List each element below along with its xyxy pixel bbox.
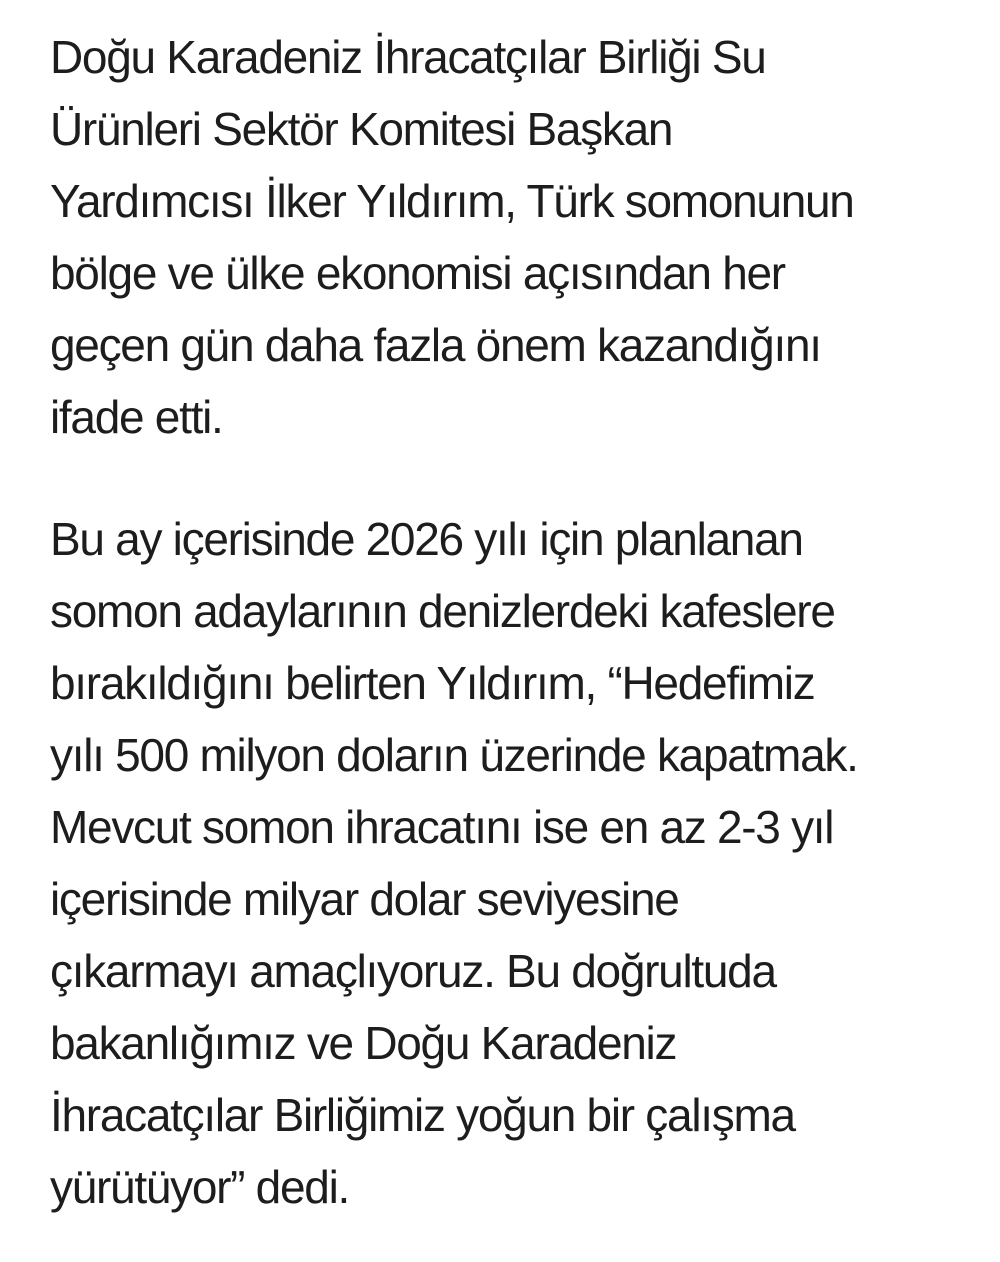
text-line: bakanlığımız ve Doğu Karadeniz bbox=[50, 1017, 677, 1069]
text-line: yürütüyor” dedi. bbox=[50, 1161, 349, 1213]
text-line: Mevcut somon ihracatını ise en az 2-3 yıl bbox=[50, 801, 834, 853]
text-line: çıkarmayı amaçlıyoruz. Bu doğrultuda bbox=[50, 945, 776, 997]
text-line: ifade etti. bbox=[50, 391, 223, 443]
text-line: bölge ve ülke ekonomisi açısından her bbox=[50, 247, 785, 299]
text-line: İhracatçılar Birliğimiz yoğun bir çalışma bbox=[50, 1089, 795, 1141]
paragraph bbox=[50, 503, 970, 1223]
text-line: somon adaylarının denizlerdeki kafeslere bbox=[50, 585, 835, 637]
text-line: yılı 500 milyon doların üzerinde kapatmak. bbox=[50, 729, 858, 781]
text-line: Ürünleri Sektör Komitesi Başkan bbox=[50, 103, 673, 155]
text-line: geçen gün daha fazla önem kazandığını bbox=[50, 319, 821, 371]
text-line: Doğu Karadeniz İhracatçılar Birliği Su bbox=[50, 31, 766, 83]
text-line: Yardımcısı İlker Yıldırım, Türk somonunun bbox=[50, 175, 854, 227]
text-line: Bu ay içerisinde 2026 yılı için planlanan bbox=[50, 513, 803, 565]
text-line: içerisinde milyar dolar seviyesine bbox=[50, 873, 679, 925]
text-line: bırakıldığını belirten Yıldırım, “Hedefimiz bbox=[50, 657, 815, 709]
paragraph bbox=[50, 21, 970, 453]
